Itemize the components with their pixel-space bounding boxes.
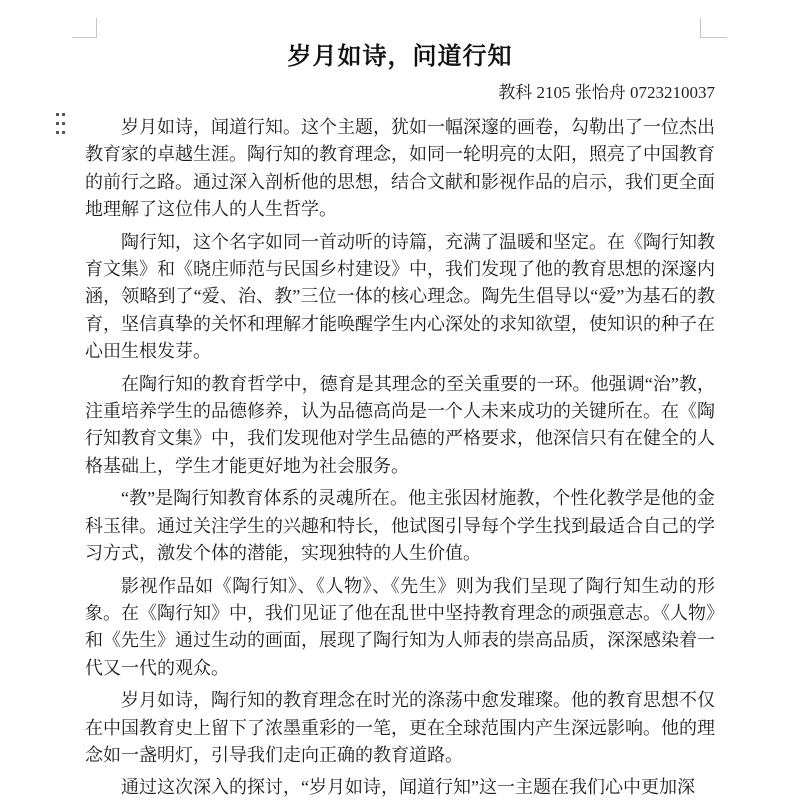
document-body[interactable]	[85, 114, 715, 800]
paragraph-7[interactable]: 通过这次深入的探讨，“岁月如诗，闻道行知”这一主题在我们心中更加深	[121, 777, 695, 798]
margin-corner-left-icon	[72, 18, 97, 38]
paragraph-2[interactable]: 陶行知，这个名字如同一首动听的诗篇，充满了温暖和坚定。在《陶行知教育文集》和《晓庄师范与民国乡村建设》中，我们发现了他的教育思想的深邃内涵，领略到了“爱、治、教”三位一体的核心理念。陶先生倡导以“爱”为基石的教育，坚信真挚的关怀和理解才能唤醒学生内心深处的求知欲望，使知识的种子在心田生根发芽。	[85, 231, 715, 362]
paragraph-6[interactable]: 岁月如诗，陶行知的教育理念在时光的涤荡中愈发璀璨。他的教育思想不仅在中国教育史上留下了浓墨重彩的一笔，更在全球范围内产生深远影响。他的理念如一盏明灯，引导我们走向正确的教育道路。	[85, 690, 715, 765]
paragraph-drag-handle-icon[interactable]	[56, 113, 66, 135]
document-content[interactable]	[85, 40, 715, 800]
paragraph-1[interactable]: 岁月如诗，闻道行知。这个主题，犹如一幅深邃的画卷，勾勒出了一位杰出教育家的卓越生涯。陶行知的教育理念，如同一轮明亮的太阳，照亮了中国教育的前行之路。通过深入剖析他的思想，结合文献和影视作品的启示，我们更全面地理解了这位伟人的人生哲学。	[85, 117, 715, 220]
author-line[interactable]: 教科 2105 张怡舟 0723210037	[498, 83, 715, 102]
paragraph-4[interactable]: “教”是陶行知教育体系的灵魂所在。他主张因材施教，个性化教学是他的金科玉律。通过关注学生的兴趣和特长，他试图引导每个学生找到最适合自己的学习方式，激发个体的潜能，实现独特的人生价值。	[85, 488, 715, 564]
paragraph-3[interactable]: 在陶行知的教育哲学中，德育是其理念的至关重要的一环。他强调“治”教，注重培养学生的品德修养，认为品德高尚是一个人未来成功的关键所在。在《陶行知教育文集》中，我们发现他对学生品德的严格要求，他深信只有在健全的人格基础上，学生才能更好地为社会服务。	[85, 373, 715, 476]
document-title[interactable]: 岁月如诗，问道行知	[287, 44, 513, 70]
paragraph-5[interactable]: 影视作品如《陶行知》、《人物》、《先生》则为我们呈现了陶行知生动的形象。在《陶行知》中，我们见证了他在乱世中坚持教育理念的顽强意志。《人物》和《先生》通过生动的画面，展现了陶行知为人师表的崇高品质，深深感染着一代又一代的观众。	[85, 575, 715, 678]
margin-corner-right-icon	[700, 18, 727, 38]
